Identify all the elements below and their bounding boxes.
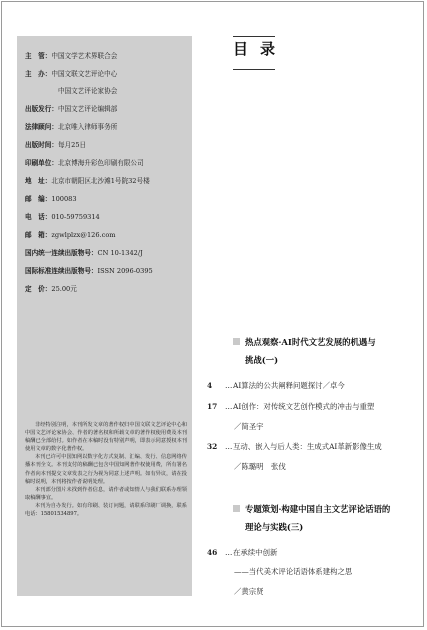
entry-title: AI创作：对传统文艺创作模式的冲击与重塑: [233, 402, 375, 411]
date-row: [25, 141, 86, 150]
issn-value: ISSN 2096-0395: [97, 267, 153, 275]
cn-label: 国内统一连续出版物号：: [25, 249, 98, 257]
notice-paragraph: 非经特别注明，本刊所发文章的著作权归中国文联文艺评论中心和中国文艺评论家协会、作者的著名权和所载文章的著作权使用费及本刊稿酬已全部给付。如作者在本稿时没有特别声明，即表示同意授权本刊使用文章的数字化著作权。: [25, 422, 187, 453]
address-row: [25, 177, 150, 186]
price-label: 定 价：: [25, 285, 52, 293]
copyright-notice: [25, 421, 187, 518]
toc-rule-bottom: [233, 69, 275, 70]
entry-author: ／简圣宇: [234, 422, 264, 431]
toc-entry[interactable]: 4 …AI算法的公共阐释问题探讨／卓今: [207, 376, 345, 395]
entry-author: ／黄宗贤: [234, 587, 264, 596]
printer-value: 北京博海升彩色印刷有限公司: [57, 159, 144, 167]
entry-subtitle: ——当代美术评论话语体系建构之思: [234, 567, 353, 576]
notice-paragraph: 本刊部分图片未找到作者信息，请作者或知情人与我们联系办理领取稿酬事宜。: [25, 486, 187, 501]
email-label: 邮 箱：: [25, 231, 52, 239]
legal-label: 法律顾问：: [25, 123, 58, 131]
price-row: [25, 285, 77, 294]
legal-row: [25, 123, 117, 132]
host-row-2: [58, 87, 117, 96]
cn-value: CN 10-1342/J: [97, 249, 143, 257]
toc-title: 目录: [233, 40, 288, 58]
entry-title: 在承续中创新: [233, 548, 278, 557]
printer-row: [25, 159, 144, 168]
section-heading-hot-topics: [233, 333, 376, 369]
address-value: 北京市朝阳区北沙滩1号院32号楼: [51, 177, 150, 185]
section-heading-special-topic: [233, 500, 390, 536]
phone-value: 010-59759314: [51, 213, 100, 221]
square-bullet-icon: [233, 505, 240, 512]
issn-label: 国际标准连续出版物号：: [25, 267, 98, 275]
entry-title: AI算法的公共阐释问题探讨: [233, 381, 323, 390]
section1-title-line1: 热点观察·AI时代文艺发展的机遇与: [245, 337, 376, 347]
date-value: 每月25日: [57, 141, 87, 149]
host-row: [25, 70, 117, 79]
section2-title-line2: 理论与实践(三): [245, 522, 304, 532]
entry-author: ／陈璐明 张伐: [234, 462, 286, 471]
publisher-value: 中国文艺评论编辑部: [57, 105, 118, 113]
sponsor-row: [25, 52, 117, 61]
email-value: zgwlplzx@126.com: [51, 231, 116, 239]
sponsor-label: 主 管：: [25, 52, 52, 60]
publisher-label: 出版发行：: [25, 105, 58, 113]
colophon-box: [17, 36, 192, 596]
page-number: 4: [207, 381, 213, 390]
page-number: 32: [207, 442, 218, 451]
host-label: 主 办：: [25, 70, 52, 78]
section1-title-line2: 挑战(一): [245, 355, 279, 365]
zip-value: 100083: [51, 195, 77, 203]
host-value-2: 中国文艺评论家协会: [58, 87, 118, 95]
toc-entry[interactable]: 32 …互动、嵌入与后人类：生成式AI革新影像生成: [207, 437, 382, 456]
page-number: 17: [207, 402, 218, 411]
address-label: 地 址：: [25, 177, 52, 185]
cn-row: [25, 249, 143, 258]
square-bullet-icon: [233, 338, 240, 345]
phone-label: 电 话：: [25, 213, 52, 221]
email-row: [25, 231, 116, 240]
host-value-1: 中国文联文艺评论中心: [51, 70, 118, 78]
zip-label: 邮 编：: [25, 195, 52, 203]
sponsor-value: 中国文学艺术界联合会: [51, 52, 118, 60]
page-number: 46: [207, 548, 218, 557]
notice-paragraph: 本刊已许可中国知网以数字化方式复制、汇编、发行、信息网络传播本刊全文。本刊支付的稿酬已包含中国知网著作权使用费，所有署名作者向本刊提交文章发表之行为视为同意上述声明。如有异议，请在投稿时说明，本刊将按作者说明处理。: [25, 454, 187, 485]
toc-rule-top: [233, 36, 275, 37]
toc-entry[interactable]: 46 …在承续中创新: [207, 543, 277, 562]
phone-row: [25, 213, 100, 222]
toc-entry[interactable]: 17 …AI创作：对传统文艺创作模式的冲击与重塑: [207, 397, 374, 416]
entry-author: ／卓今: [322, 381, 345, 390]
legal-value: 北京唯入律师事务所: [57, 123, 118, 131]
entry-title: 互动、嵌入与后人类：生成式AI革新影像生成: [233, 442, 382, 451]
date-label: 出版时间：: [25, 141, 58, 149]
issn-row: [25, 267, 153, 276]
publisher-row: [25, 105, 117, 114]
section2-title-line1: 专题策划·构建中国自主文艺评论话语的: [245, 504, 391, 514]
price-value: 25.00元: [51, 285, 77, 293]
notice-paragraph: 本刊为自办发行。如有印刷、装订问题，请联系印刷厂调换，联系电话：15801534897。: [25, 502, 187, 518]
zip-row: [25, 195, 77, 204]
printer-label: 印刷单位：: [25, 159, 58, 167]
